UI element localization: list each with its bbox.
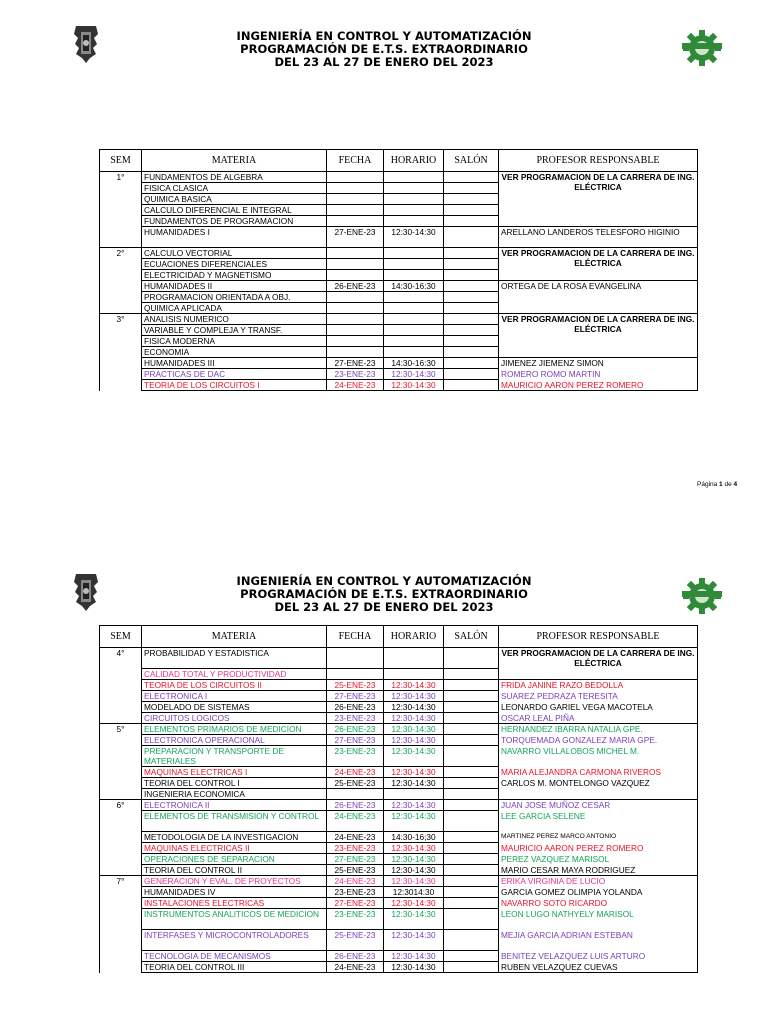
horario-cell: 12:30-14:30	[384, 811, 444, 832]
materia-cell: INSTRUMENTOS ANALITICOS DE MEDICION	[142, 909, 327, 930]
salon-cell	[444, 380, 499, 391]
table-row	[100, 648, 698, 669]
profesor-cell: GARCIA GOMEZ OLIMPIA YOLANDA	[499, 887, 698, 898]
fecha-cell: 24-ENE-23	[327, 380, 384, 391]
materia-cell: INSTALACIONES ELECTRICAS	[142, 898, 327, 909]
table-row	[100, 680, 698, 691]
fecha-cell	[327, 194, 384, 205]
horario-cell: 12:3014:30	[384, 887, 444, 898]
materia-cell: METODOLOGIA DE LA INVESTIGACION	[142, 832, 327, 843]
semester-cell: 7°	[100, 876, 142, 973]
table-row	[100, 691, 698, 702]
fecha-cell: 26-ENE-23	[327, 702, 384, 713]
materia-cell: PRACTICAS DE DAC	[142, 369, 327, 380]
horario-cell: 12:30-14:30	[384, 909, 444, 930]
table-row	[100, 951, 698, 962]
materia-cell: PROBABILIDAD Y ESTADISTICA	[142, 648, 327, 669]
fecha-cell	[327, 336, 384, 347]
table-row	[100, 369, 698, 380]
materia-cell: OPERACIONES DE SEPARACION	[142, 854, 327, 865]
salon-cell	[444, 713, 499, 724]
horario-cell	[384, 205, 444, 216]
fecha-cell: 26-ENE-23	[327, 800, 384, 811]
fecha-cell: 25-ENE-23	[327, 865, 384, 876]
fecha-cell: 23-ENE-23	[327, 887, 384, 898]
table-row	[100, 789, 698, 800]
materia-cell: TEORIA DEL CONTROL I	[142, 778, 327, 789]
table-row	[100, 767, 698, 778]
table-row	[100, 735, 698, 746]
fecha-cell	[327, 648, 384, 669]
materia-cell: MODELADO DE SISTEMAS	[142, 702, 327, 713]
semester-cell: 6°	[100, 800, 142, 876]
materia-cell: HUMANIDADES III	[142, 358, 327, 369]
document-header	[0, 30, 768, 69]
materia-cell: ELECTRICIDAD Y MAGNETISMO	[142, 270, 327, 281]
fecha-cell: 24-ENE-23	[327, 811, 384, 832]
horario-cell	[384, 259, 444, 270]
salon-cell	[444, 227, 499, 248]
horario-cell: 14:30-16:30	[384, 358, 444, 369]
materia-cell: PREPARACION Y TRANSPORTE DE MATERIALES	[142, 746, 327, 767]
materia-cell: INTERFASES Y MICROCONTROLADORES	[142, 930, 327, 951]
fecha-cell: 23-ENE-23	[327, 746, 384, 767]
profesor-cell: RUBEN VELAZQUEZ CUEVAS	[499, 962, 698, 973]
document-page-1	[0, 0, 768, 505]
table-row	[100, 962, 698, 973]
semester-cell: 3°	[100, 314, 142, 391]
column-header-fecha: FECHA	[327, 626, 384, 648]
materia-cell: TEORIA DE LOS CIRCUITOS I	[142, 380, 327, 391]
salon-cell	[444, 259, 499, 270]
fecha-cell: 23-ENE-23	[327, 369, 384, 380]
profesor-cell	[499, 789, 698, 800]
profesor-cell: SUAREZ PEDRAZA TERESITA	[499, 691, 698, 702]
table-row	[100, 778, 698, 789]
horario-cell	[384, 325, 444, 336]
materia-cell: QUIMICA BASICA	[142, 194, 327, 205]
table-row	[100, 724, 698, 735]
salon-cell	[444, 724, 499, 735]
profesor-cell: JUAN JOSE MUÑOZ CESAR	[499, 800, 698, 811]
fecha-cell: 26-ENE-23	[327, 281, 384, 292]
salon-cell	[444, 876, 499, 887]
page-number-prefix: Página	[697, 481, 720, 488]
materia-cell: HUMANIDADES II	[142, 281, 327, 292]
table-header-row	[100, 150, 698, 172]
table-row	[100, 248, 698, 259]
profesor-cell: MAURICIO AARON PEREZ ROMERO	[499, 843, 698, 854]
document-header	[0, 575, 768, 614]
horario-cell: 12:30-14:30	[384, 713, 444, 724]
table-row	[100, 314, 698, 325]
fecha-cell: 25-ENE-23	[327, 930, 384, 951]
profesor-cell: ARELLANO LANDEROS TELESFORO HIGINIO	[499, 227, 698, 248]
materia-cell: INGENIERIA ECONOMICA	[142, 789, 327, 800]
horario-cell	[384, 314, 444, 325]
materia-cell: HUMANIDADES IV	[142, 887, 327, 898]
horario-cell	[384, 183, 444, 194]
horario-cell: 12:30-14:30	[384, 843, 444, 854]
schedule-table-page-2	[99, 625, 698, 973]
column-header-sem: SEM	[100, 626, 142, 648]
table-row	[100, 172, 698, 183]
salon-cell	[444, 172, 499, 183]
salon-cell	[444, 281, 499, 292]
profesor-cell: FRIDA JANINE RAZO BEDOLLA	[499, 680, 698, 691]
column-header-fecha: FECHA	[327, 150, 384, 172]
document-page-2	[0, 548, 768, 1024]
profesor-cell: MAURICIO AARON PEREZ ROMERO	[499, 380, 698, 391]
column-header-salon: SALÓN	[444, 626, 499, 648]
page-number	[697, 481, 737, 488]
materia-cell: TECNOLOGIA DE MECANISMOS	[142, 951, 327, 962]
materia-cell: GENERACION Y EVAL. DE PROYECTOS	[142, 876, 327, 887]
table-row	[100, 909, 698, 930]
salon-cell	[444, 369, 499, 380]
column-header-materia: MATERIA	[142, 626, 327, 648]
fecha-cell	[327, 314, 384, 325]
table-row	[100, 713, 698, 724]
fecha-cell: 27-ENE-23	[327, 227, 384, 248]
materia-cell: ELEMENTOS PRIMARIOS DE MEDICION	[142, 724, 327, 735]
horario-cell	[384, 648, 444, 669]
profesor-note-cell: VER PROGRAMACION DE LA CARRERA DE ING. ELÉCTRICA	[499, 314, 698, 358]
salon-cell	[444, 951, 499, 962]
table-row	[100, 865, 698, 876]
materia-cell: PROGRAMACION ORIENTADA A OBJ.	[142, 292, 327, 303]
horario-cell	[384, 789, 444, 800]
salon-cell	[444, 292, 499, 303]
salon-cell	[444, 930, 499, 951]
horario-cell	[384, 194, 444, 205]
horario-cell: 12:30-14:30	[384, 951, 444, 962]
page-number-middle: de	[722, 481, 734, 488]
table-row	[100, 800, 698, 811]
salon-cell	[444, 248, 499, 259]
table-row	[100, 843, 698, 854]
horario-cell: 12:30-14:30	[384, 898, 444, 909]
materia-cell: ELECTRONICA I	[142, 691, 327, 702]
salon-cell	[444, 314, 499, 325]
salon-cell	[444, 270, 499, 281]
fecha-cell: 23-ENE-23	[327, 843, 384, 854]
salon-cell	[444, 648, 499, 669]
materia-cell: MAQUINAS ELECTRICAS I	[142, 767, 327, 778]
fecha-cell	[327, 303, 384, 314]
semester-cell: 4°	[100, 648, 142, 724]
column-header-salon: SALÓN	[444, 150, 499, 172]
salon-cell	[444, 303, 499, 314]
profesor-cell: NAVARRO SOTO RICARDO	[499, 898, 698, 909]
salon-cell	[444, 789, 499, 800]
salon-cell	[444, 347, 499, 358]
profesor-cell: ROMERO ROMO MARTIN	[499, 369, 698, 380]
profesor-cell: LEONARDO GARIEL VEGA MACOTELA	[499, 702, 698, 713]
fecha-cell: 24-ENE-23	[327, 962, 384, 973]
column-header-sem: SEM	[100, 150, 142, 172]
header-line-3: DEL 23 AL 27 DE ENERO DEL 2023	[274, 600, 494, 614]
fecha-cell	[327, 270, 384, 281]
profesor-cell: ORTEGA DE LA ROSA EVANGELINA	[499, 281, 698, 292]
salon-cell	[444, 336, 499, 347]
table-row	[100, 702, 698, 713]
horario-cell: 12:30-14:30	[384, 691, 444, 702]
salon-cell	[444, 800, 499, 811]
horario-cell: 14:30-16:30	[384, 281, 444, 292]
materia-cell: FISICA MODERNA	[142, 336, 327, 347]
horario-cell	[384, 347, 444, 358]
profesor-cell: LEON LUGO NATHYELY MARISOL	[499, 909, 698, 930]
profesor-cell: CARLOS M. MONTELONGO VAZQUEZ	[499, 778, 698, 789]
materia-cell: FISICA CLASICA	[142, 183, 327, 194]
salon-cell	[444, 909, 499, 930]
materia-cell: TEORIA DEL CONTROL III	[142, 962, 327, 973]
materia-cell: TEORIA DE LOS CIRCUITOS II	[142, 680, 327, 691]
salon-cell	[444, 325, 499, 336]
table-row	[100, 887, 698, 898]
materia-cell: FUNDAMENTOS DE PROGRAMACION	[142, 216, 327, 227]
table-row	[100, 303, 698, 314]
materia-cell: ANALISIS NUMERICO	[142, 314, 327, 325]
salon-cell	[444, 669, 499, 680]
materia-cell: HUMANIDADES I	[142, 227, 327, 248]
fecha-cell: 26-ENE-23	[327, 951, 384, 962]
materia-cell: ECUACIONES DIFERENCIALES	[142, 259, 327, 270]
fecha-cell	[327, 325, 384, 336]
table-row	[100, 281, 698, 292]
column-header-profesor: PROFESOR RESPONSABLE	[499, 626, 698, 648]
salon-cell	[444, 767, 499, 778]
salon-cell	[444, 205, 499, 216]
horario-cell: 12:30-14:30	[384, 800, 444, 811]
header-line-3: DEL 23 AL 27 DE ENERO DEL 2023	[274, 55, 494, 69]
horario-cell	[384, 270, 444, 281]
page-number-total: 4	[733, 481, 738, 488]
horario-cell	[384, 336, 444, 347]
fecha-cell: 23-ENE-23	[327, 713, 384, 724]
horario-cell: 12:30-14:30	[384, 724, 444, 735]
fecha-cell: 27-ENE-23	[327, 358, 384, 369]
materia-cell: ELEMENTOS DE TRANSMISION Y CONTROL	[142, 811, 327, 832]
fecha-cell	[327, 259, 384, 270]
profesor-note-cell: VER PROGRAMACION DE LA CARRERA DE ING. ELÉCTRICA	[499, 648, 698, 680]
materia-cell: ELECTRONICA II	[142, 800, 327, 811]
horario-cell: 12:30-14:30	[384, 227, 444, 248]
fecha-cell	[327, 216, 384, 227]
column-header-horario: HORARIO	[384, 150, 444, 172]
profesor-cell: MEJIA GARCIA ADRIAN ESTEBAN	[499, 930, 698, 951]
salon-cell	[444, 898, 499, 909]
profesor-cell: BENITEZ VELAZQUEZ LUIS ARTURO	[499, 951, 698, 962]
materia-cell: VARIABLE Y COMPLEJA Y TRANSF.	[142, 325, 327, 336]
horario-cell	[384, 292, 444, 303]
column-header-profesor: PROFESOR RESPONSABLE	[499, 150, 698, 172]
profesor-cell: LEE GARCIA SELENE	[499, 811, 698, 832]
salon-cell	[444, 865, 499, 876]
fecha-cell	[327, 183, 384, 194]
salon-cell	[444, 843, 499, 854]
horario-cell: 12:30-14:30	[384, 865, 444, 876]
table-row	[100, 746, 698, 767]
table-row	[100, 898, 698, 909]
materia-cell: TEORIA DEL CONTROL II	[142, 865, 327, 876]
column-header-horario: HORARIO	[384, 626, 444, 648]
fecha-cell: 24-ENE-23	[327, 876, 384, 887]
materia-cell: CALCULO DIFERENCIAL E INTEGRAL	[142, 205, 327, 216]
salon-cell	[444, 962, 499, 973]
profesor-cell: ERIKA VIRGINIA DE LUCIO	[499, 876, 698, 887]
horario-cell: 12:30-14:30	[384, 680, 444, 691]
salon-cell	[444, 887, 499, 898]
table-row	[100, 832, 698, 843]
header-line-1: INGENIERÍA EN CONTROL Y AUTOMATIZACIÓN	[236, 574, 532, 588]
salon-cell	[444, 778, 499, 789]
profesor-cell: NAVARRO VILLALOBOS MICHEL M.	[499, 746, 698, 767]
salon-cell	[444, 854, 499, 865]
fecha-cell: 23-ENE-23	[327, 909, 384, 930]
horario-cell: 12:30-14:30	[384, 876, 444, 887]
salon-cell	[444, 735, 499, 746]
horario-cell: 12:30-14:30	[384, 369, 444, 380]
profesor-note-cell: VER PROGRAMACION DE LA CARRERA DE ING. ELÉCTRICA	[499, 248, 698, 281]
horario-cell	[384, 669, 444, 680]
horario-cell	[384, 172, 444, 183]
fecha-cell: 25-ENE-23	[327, 680, 384, 691]
horario-cell: 12:30-14:30	[384, 735, 444, 746]
horario-cell: 12:30-14:30	[384, 930, 444, 951]
fecha-cell: 26-ENE-23	[327, 724, 384, 735]
salon-cell	[444, 183, 499, 194]
table-header-row	[100, 626, 698, 648]
horario-cell: 12:30-14:30	[384, 746, 444, 767]
fecha-cell: 24-ENE-23	[327, 832, 384, 843]
salon-cell	[444, 811, 499, 832]
semester-cell: 2°	[100, 248, 142, 314]
materia-cell: MAQUINAS ELECTRICAS II	[142, 843, 327, 854]
fecha-cell	[327, 292, 384, 303]
fecha-cell: 27-ENE-23	[327, 898, 384, 909]
table-row	[100, 930, 698, 951]
materia-cell: CALIDAD TOTAL Y PRODUCTIVIDAD	[142, 669, 327, 680]
table-row	[100, 292, 698, 303]
fecha-cell	[327, 172, 384, 183]
horario-cell: 14:30-16;30	[384, 832, 444, 843]
fecha-cell: 24-ENE-23	[327, 767, 384, 778]
semester-cell: 1°	[100, 172, 142, 248]
salon-cell	[444, 358, 499, 369]
fecha-cell: 27-ENE-23	[327, 691, 384, 702]
header-line-2: PROGRAMACIÓN DE E.T.S. EXTRAORDINARIO	[240, 42, 528, 56]
horario-cell	[384, 248, 444, 259]
horario-cell: 12:30-14:30	[384, 767, 444, 778]
header-line-2: PROGRAMACIÓN DE E.T.S. EXTRAORDINARIO	[240, 587, 528, 601]
page-number-current: 1	[719, 481, 723, 488]
materia-cell: CIRCUITOS LOGICOS	[142, 713, 327, 724]
horario-cell	[384, 303, 444, 314]
table-row	[100, 854, 698, 865]
fecha-cell	[327, 205, 384, 216]
salon-cell	[444, 680, 499, 691]
profesor-cell	[499, 292, 698, 303]
salon-cell	[444, 691, 499, 702]
profesor-cell	[499, 303, 698, 314]
fecha-cell	[327, 669, 384, 680]
profesor-cell: HERNANDEZ IBARRA NATALIA GPE.	[499, 724, 698, 735]
profesor-cell: OSCAR LEAL PIÑA	[499, 713, 698, 724]
profesor-cell: JIMENEZ JIEMENZ SIMON	[499, 358, 698, 369]
table-row	[100, 876, 698, 887]
profesor-cell: TORQUEMADA GONZALEZ MARIA GPE.	[499, 735, 698, 746]
column-header-materia: MATERIA	[142, 150, 327, 172]
materia-cell: CALCULO VECTORIAL	[142, 248, 327, 259]
profesor-cell: MARTINEZ PEREZ MARCO ANTONIO	[499, 832, 698, 843]
semester-cell: 5°	[100, 724, 142, 800]
horario-cell: 12:30-14:30	[384, 380, 444, 391]
horario-cell: 12:30-14:30	[384, 702, 444, 713]
table-row	[100, 358, 698, 369]
materia-cell: ECONOMIA	[142, 347, 327, 358]
header-line-1: INGENIERÍA EN CONTROL Y AUTOMATIZACIÓN	[236, 29, 532, 43]
fecha-cell: 25-ENE-23	[327, 778, 384, 789]
salon-cell	[444, 216, 499, 227]
profesor-cell: MARIA ALEJANDRA CARMONA RIVEROS	[499, 767, 698, 778]
profesor-note-cell: VER PROGRAMACION DE LA CARRERA DE ING. ELÉCTRICA	[499, 172, 698, 227]
materia-cell: QUIMICA APLICADA	[142, 303, 327, 314]
salon-cell	[444, 832, 499, 843]
fecha-cell: 27-ENE-23	[327, 854, 384, 865]
table-row	[100, 811, 698, 832]
materia-cell: FUNDAMENTOS DE ALGEBRA	[142, 172, 327, 183]
fecha-cell: 27-ENE-23	[327, 735, 384, 746]
profesor-cell: PEREZ VAZQUEZ MARISOL	[499, 854, 698, 865]
horario-cell: 12:30-14:30	[384, 962, 444, 973]
table-row	[100, 380, 698, 391]
horario-cell: 12:30-14:30	[384, 778, 444, 789]
horario-cell: 12:30-14:30	[384, 854, 444, 865]
salon-cell	[444, 702, 499, 713]
schedule-table-page-1	[99, 149, 698, 391]
horario-cell	[384, 216, 444, 227]
fecha-cell	[327, 789, 384, 800]
fecha-cell	[327, 347, 384, 358]
table-row	[100, 227, 698, 248]
fecha-cell	[327, 248, 384, 259]
salon-cell	[444, 746, 499, 767]
salon-cell	[444, 194, 499, 205]
profesor-cell: MARIO CESAR MAYA RODRIGUEZ	[499, 865, 698, 876]
materia-cell: ELECTRONICA OPERACIONAL	[142, 735, 327, 746]
